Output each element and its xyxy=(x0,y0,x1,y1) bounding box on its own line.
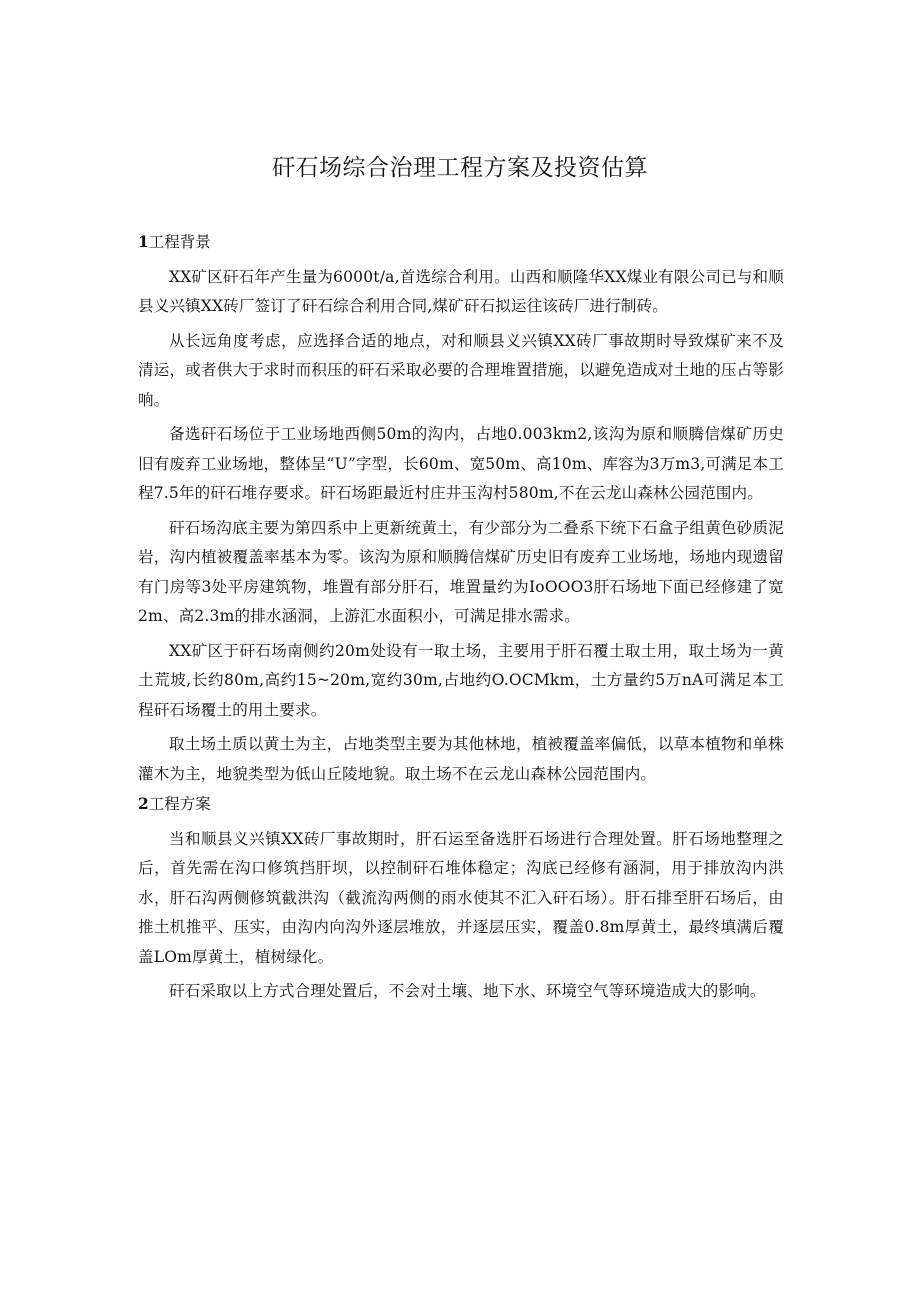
section-number-1: 1 xyxy=(138,232,149,251)
paragraph: 当和顺县义兴镇XX砖厂事故期时，肝石运至备选肝石场进行合理处置。肝石场地整理之后，首先需在沟口修筑挡肝坝，以控制矸石堆体稳定；沟底已经修有涵洞，用于排放沟内洪水，肝石沟两侧修筑截洪沟（截流沟两侧的雨水使其不汇入矸石场）。肝石排至肝石场后，由推土机推平、压实，由沟内向沟外逐层堆放，并逐层压实，覆盖0.8m厚黄土，最终填满后覆盖LOm厚黄土，植树绿化。 xyxy=(138,829,784,966)
paragraph: 取土场土质以黄土为主，占地类型主要为其他林地，植被覆盖率偏低，以草本植物和单株灌木为主，地貌类型为低山丘陵地貌。取土场不在云龙山森林公园范围内。 xyxy=(138,735,784,783)
paragraph: XX矿区于矸石场南侧约20m处设有一取土场，主要用于肝石覆土取土用，取土场为一黄土荒坡,长约80m,高约15~20m,宽约30m,占地约O.OCMkm，土方量约5万nA可满足本工程矸石场覆土的用土要求。 xyxy=(138,641,784,719)
section-title-2: 工程方案 xyxy=(148,795,211,813)
section-heading-1 xyxy=(138,227,784,258)
paragraph: 备选矸石场位于工业场地西侧50m的沟内，占地0.003km2,该沟为原和顺腾信煤矿历史旧有废弃工业场地，整体呈“U”字型，长60m、宽50m、高10m、库容为3万m3,可满足本工程7.5年的矸石堆存要求。矸石场距最近村庄井玉沟村580m,不在云龙山森林公园范围内。 xyxy=(138,425,784,502)
paragraph: 矸石场沟底主要为第四系中上更新统黄土，有少部分为二叠系下统下石盒子组黄色砂质泥岩，沟内植被覆盖率基本为零。该沟为原和顺腾信煤矿历史旧有废弃工业场地，场地内现遗留有门房等3处平房建筑物，堆置有部分肝石，堆置量约为IoOOO3肝石场地下面已经修建了宽2m、高2.3m的排水涵洞，上游汇水面积小，可满足排水需求。 xyxy=(138,518,784,625)
paragraph: 从长远角度考虑，应选择合适的地点，对和顺县义兴镇XX砖厂事故期时导致煤矿来不及清运，或者供大于求时而积压的矸石采取必要的合理堆置措施，以避免造成对土地的压占等影响。 xyxy=(138,331,784,409)
document-body xyxy=(138,227,784,1007)
section-number-2: 2 xyxy=(138,794,149,813)
section-title-1: 工程背景 xyxy=(148,233,211,251)
paragraph: 矸石采取以上方式合理处置后，不会对土壤、地下水、环境空气等环境造成大的影响。 xyxy=(169,982,766,1000)
page-title: 矸石场综合治理工程方案及投资估算 xyxy=(272,155,648,181)
paragraph: XX矿区矸石年产生量为6000t/a,首选综合利用。山西和顺隆华XX煤业有限公司已与和顺县义兴镇XX砖厂签订了矸石综合利用合同,煤矿矸石拟运往该砖厂进行制砖。 xyxy=(138,267,784,315)
section-heading-2 xyxy=(138,789,784,820)
